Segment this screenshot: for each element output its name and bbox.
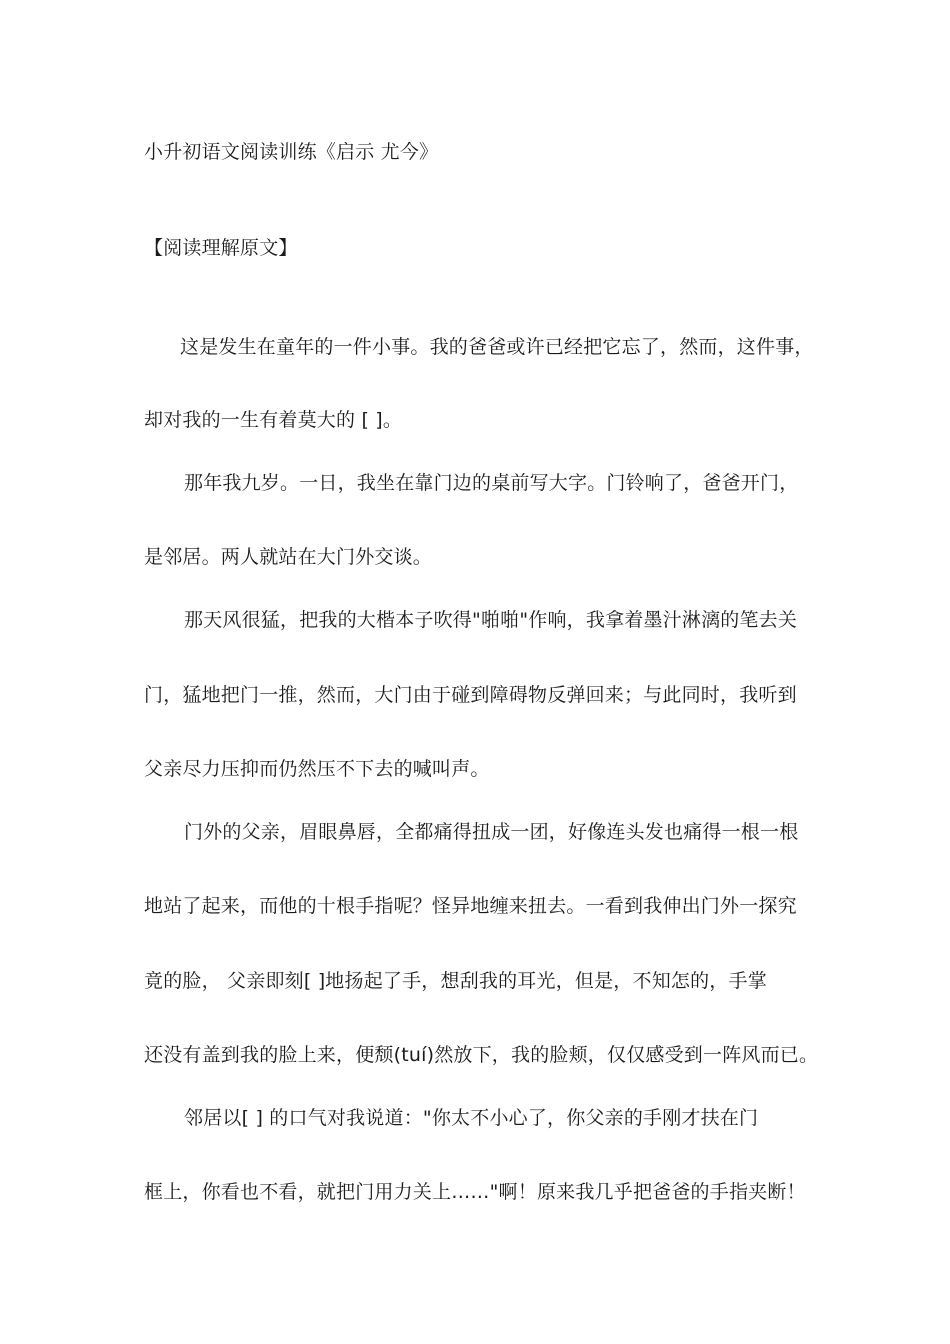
paragraph-line: 竟的脸， 父亲即刻[ ]地扬起了手，想刮我的耳光，但是，不知怎的，手掌 <box>144 970 767 992</box>
paragraph-line: 是邻居。两人就站在大门外交谈。 <box>144 546 433 568</box>
paragraph-line: 地站了起来，而他的十根手指呢？怪异地缠来扭去。一看到我伸出门外一探究 <box>144 895 797 917</box>
paragraph-line: 却对我的一生有着莫大的 [ ]。 <box>144 409 403 431</box>
paragraph-line: 这是发生在童年的一件小事。我的爸爸或许已经把它忘了，然而，这件事， <box>180 336 814 358</box>
paragraph-line: 框上，你看也不看，就把门用力关上……"啊！原来我几乎把爸爸的手指夹断！ <box>144 1181 806 1203</box>
document-title: 小升初语文阅读训练《启示 尤今》 <box>144 141 439 163</box>
paragraph-line: 还没有盖到我的脸上来，便颓(tuí)然放下，我的脸颊，仅仅感受到一阵风而已。 <box>144 1044 819 1066</box>
paragraph-line: 门，猛地把门一推，然而，大门由于碰到障碍物反弹回来；与此同时，我听到 <box>144 684 797 706</box>
paragraph-line: 门外的父亲，眉眼鼻唇，全都痛得扭成一团，好像连头发也痛得一根一根 <box>184 821 799 843</box>
paragraph-line: 那天风很猛，把我的大楷本子吹得"啪啪"作响，我拿着墨汁淋漓的笔去关 <box>184 609 798 631</box>
paragraph-line: 那年我九岁。一日，我坐在靠门边的桌前写大字。门铃响了，爸爸开门， <box>184 472 799 494</box>
paragraph-line: 父亲尽力压抑而仍然压不下去的喊叫声。 <box>144 758 490 780</box>
paragraph-line: 邻居以[ ] 的口气对我说道："你太不小心了，你父亲的手刚才扶在门 <box>184 1107 759 1129</box>
section-heading: 【阅读理解原文】 <box>144 237 298 259</box>
